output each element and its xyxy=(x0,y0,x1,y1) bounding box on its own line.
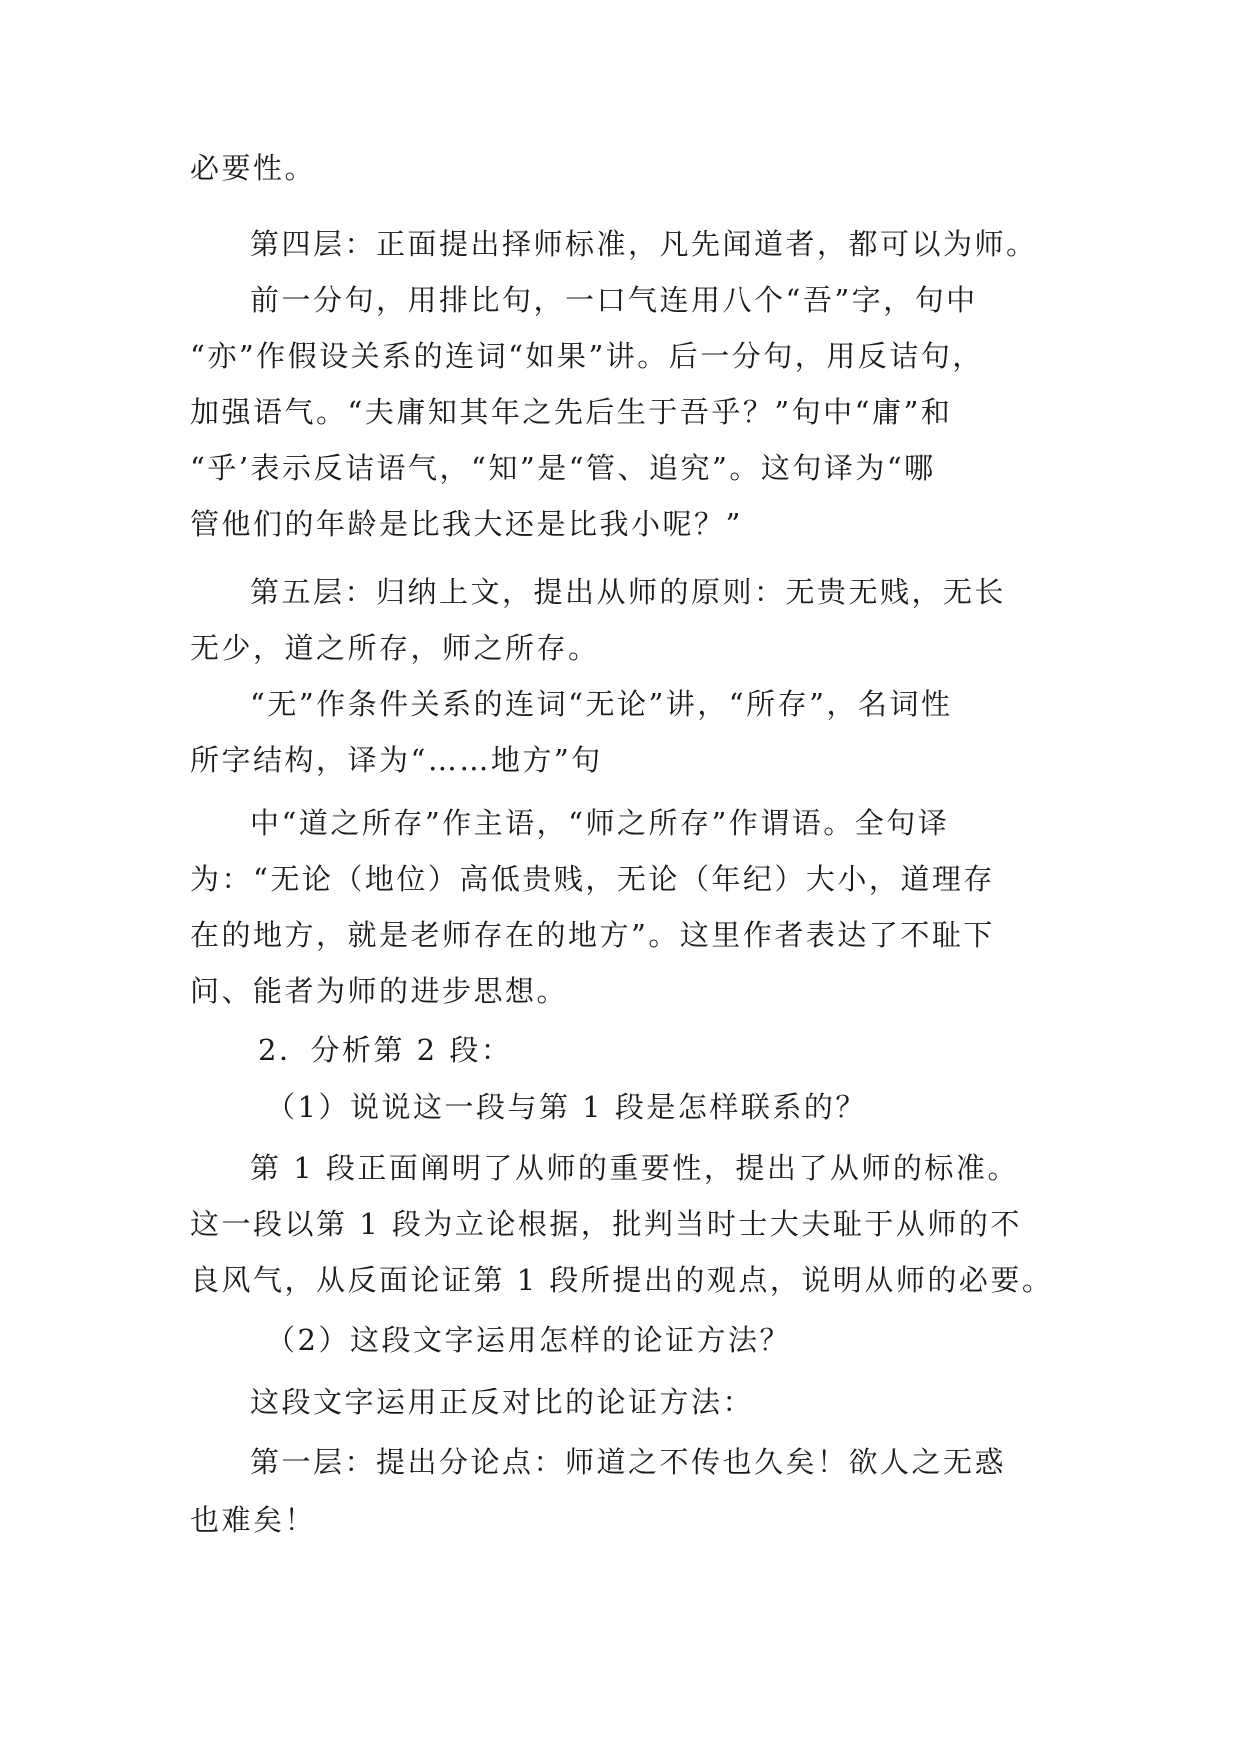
question-heading: （2）这段文字运用怎样的论证方法？ xyxy=(266,1323,791,1357)
paragraph-line: 这一段以第 1 段为立论根据，批判当时士大夫耻于从师的不 xyxy=(190,1207,1022,1241)
paragraph-line: “无”作条件关系的连词“无论”讲，“所存”，名词性 xyxy=(250,687,953,721)
paragraph-line: 加强语气。“夫庸知其年之先后生于吾乎？”句中“庸”和 xyxy=(190,395,953,429)
paragraph-line: 问、能者为师的进步思想。 xyxy=(190,974,569,1008)
paragraph-line: 必要性。 xyxy=(190,151,317,185)
paragraph-line: 第四层：正面提出择师标准，凡先闻道者，都可以为师。 xyxy=(250,227,1038,261)
paragraph-line: 也难矣！ xyxy=(190,1503,317,1537)
paragraph-line: 第一层：提出分论点：师道之不传也久矣！欲人之无惑 xyxy=(250,1445,1007,1479)
paragraph-line: 这段文字运用正反对比的论证方法： xyxy=(250,1385,755,1419)
section-heading: 2．分析第 2 段： xyxy=(258,1033,513,1067)
paragraph-line: 无少，道之所存，师之所存。 xyxy=(190,631,600,665)
paragraph-line: 前一分句，用排比句，一口气连用八个“吾”字，句中 xyxy=(250,283,978,317)
paragraph-line: “乎’表示反诘语气，“知”是“管、追究”。这句译为“哪 xyxy=(190,451,936,485)
paragraph-line: “亦”作假设关系的连词“如果”讲。后一分句，用反诘句， xyxy=(190,339,984,373)
paragraph-line: 良风气，从反面论证第 1 段所提出的观点，说明从师的必要。 xyxy=(190,1263,1054,1297)
question-heading: （1）说说这一段与第 1 段是怎样联系的？ xyxy=(266,1090,867,1124)
paragraph-line: 所字结构，译为“……地方”句 xyxy=(190,743,603,777)
paragraph-line: 中“道之所存”作主语，“师之所存”作谓语。全句译 xyxy=(250,806,950,840)
paragraph-line: 在的地方，就是老师存在的地方”。这里作者表达了不耻下 xyxy=(190,918,995,952)
paragraph-line: 第 1 段正面阐明了从师的重要性，提出了从师的标准。 xyxy=(250,1151,1019,1185)
paragraph-line: 第五层：归纳上文，提出从师的原则：无贵无贱，无长 xyxy=(250,575,1007,609)
paragraph-line: 管他们的年龄是比我大还是比我小呢？” xyxy=(190,507,743,541)
paragraph-line: 为：“无论（地位）高低贵贱，无论（年纪）大小，道理存 xyxy=(190,862,995,896)
